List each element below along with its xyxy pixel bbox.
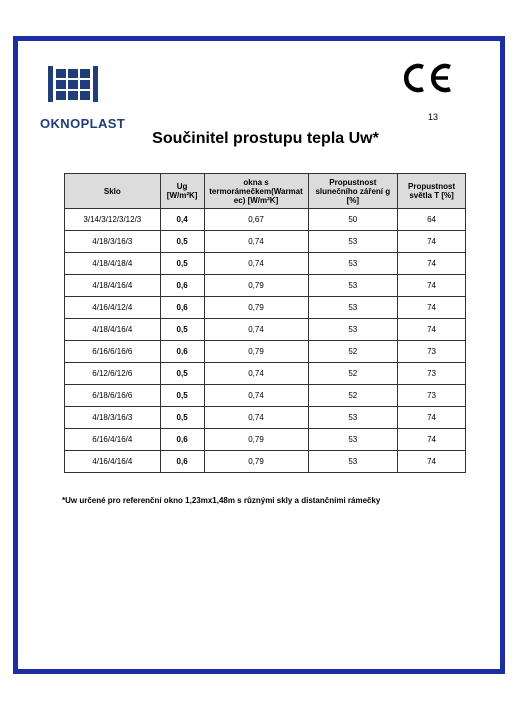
cell-t: 73 bbox=[398, 363, 466, 385]
table-row bbox=[65, 429, 466, 451]
cell-g: 53 bbox=[308, 275, 398, 297]
cell-sklo: 4/18/3/16/3 bbox=[65, 231, 161, 253]
cell-g: 53 bbox=[308, 429, 398, 451]
cell-ug: 0,5 bbox=[160, 407, 204, 429]
window-grid-logo-icon bbox=[48, 62, 98, 106]
cell-sklo: 6/12/6/12/6 bbox=[65, 363, 161, 385]
cell-sklo: 4/16/4/16/4 bbox=[65, 451, 161, 473]
cell-ug: 0,5 bbox=[160, 231, 204, 253]
cell-sklo: 4/16/4/12/4 bbox=[65, 297, 161, 319]
cell-g: 53 bbox=[308, 407, 398, 429]
cell-sklo: 4/18/3/16/3 bbox=[65, 407, 161, 429]
cell-ug: 0,6 bbox=[160, 341, 204, 363]
table-header-row bbox=[65, 174, 466, 209]
cell-t: 73 bbox=[398, 385, 466, 407]
header-sklo: Sklo bbox=[65, 174, 161, 209]
cell-t: 74 bbox=[398, 451, 466, 473]
cell-t: 74 bbox=[398, 319, 466, 341]
table-row bbox=[65, 319, 466, 341]
cell-t: 64 bbox=[398, 209, 466, 231]
cell-uw: 0,74 bbox=[204, 407, 308, 429]
cell-t: 74 bbox=[398, 407, 466, 429]
header-ug: Ug [W/m²K] bbox=[160, 174, 204, 209]
cell-uw: 0,79 bbox=[204, 341, 308, 363]
cell-uw: 0,74 bbox=[204, 231, 308, 253]
footnote: *Uw určené pro referenční okno 1,23mx1,48m s různými skly a distančními rámečky bbox=[62, 496, 381, 505]
table-row bbox=[65, 209, 466, 231]
thermal-transmittance-table bbox=[64, 173, 466, 473]
table-row bbox=[65, 407, 466, 429]
cell-uw: 0,79 bbox=[204, 451, 308, 473]
cell-g: 52 bbox=[308, 341, 398, 363]
cell-g: 52 bbox=[308, 363, 398, 385]
header-light-transmittance: Propustnost světla T [%] bbox=[398, 174, 466, 209]
page-number: 13 bbox=[428, 112, 439, 122]
cell-ug: 0,6 bbox=[160, 275, 204, 297]
cell-g: 53 bbox=[308, 231, 398, 253]
table-row bbox=[65, 385, 466, 407]
table-row bbox=[65, 231, 466, 253]
cell-sklo: 6/16/4/16/4 bbox=[65, 429, 161, 451]
cell-sklo: 6/18/6/16/6 bbox=[65, 385, 161, 407]
cell-t: 73 bbox=[398, 341, 466, 363]
table-row bbox=[65, 297, 466, 319]
brand-name: OKNOPLAST bbox=[40, 116, 126, 131]
cell-t: 74 bbox=[398, 231, 466, 253]
table-row bbox=[65, 253, 466, 275]
cell-uw: 0,74 bbox=[204, 253, 308, 275]
cell-t: 74 bbox=[398, 253, 466, 275]
cell-uw: 0,79 bbox=[204, 275, 308, 297]
table-row bbox=[65, 451, 466, 473]
cell-sklo: 6/16/6/16/6 bbox=[65, 341, 161, 363]
cell-ug: 0,6 bbox=[160, 451, 204, 473]
cell-uw: 0,79 bbox=[204, 429, 308, 451]
cell-ug: 0,5 bbox=[160, 385, 204, 407]
table-row bbox=[65, 275, 466, 297]
cell-uw: 0,74 bbox=[204, 385, 308, 407]
cell-t: 74 bbox=[398, 429, 466, 451]
cell-ug: 0,6 bbox=[160, 429, 204, 451]
cell-sklo: 4/18/4/16/4 bbox=[65, 319, 161, 341]
cell-g: 53 bbox=[308, 319, 398, 341]
cell-uw: 0,67 bbox=[204, 209, 308, 231]
cell-g: 52 bbox=[308, 385, 398, 407]
cell-sklo: 3/14/3/12/3/12/3 bbox=[65, 209, 161, 231]
cell-t: 74 bbox=[398, 275, 466, 297]
cell-g: 53 bbox=[308, 451, 398, 473]
table-row bbox=[65, 363, 466, 385]
cell-sklo: 4/18/4/18/4 bbox=[65, 253, 161, 275]
cell-g: 50 bbox=[308, 209, 398, 231]
cell-uw: 0,74 bbox=[204, 363, 308, 385]
cell-sklo: 4/18/4/16/4 bbox=[65, 275, 161, 297]
cell-ug: 0,5 bbox=[160, 253, 204, 275]
cell-g: 53 bbox=[308, 297, 398, 319]
cell-t: 74 bbox=[398, 297, 466, 319]
header-uw: okna s termorámečkem(Warmat ec) [W/m²K] bbox=[204, 174, 308, 209]
cell-ug: 0,5 bbox=[160, 363, 204, 385]
cell-ug: 0,5 bbox=[160, 319, 204, 341]
cell-uw: 0,79 bbox=[204, 297, 308, 319]
table-row bbox=[65, 341, 466, 363]
header-solar-transmittance: Propustnost slunečního záření g [%] bbox=[308, 174, 398, 209]
cell-uw: 0,74 bbox=[204, 319, 308, 341]
cell-ug: 0,4 bbox=[160, 209, 204, 231]
cell-ug: 0,6 bbox=[160, 297, 204, 319]
page-title: Součinitel prostupu tepla Uw* bbox=[152, 130, 379, 147]
ce-mark-icon bbox=[400, 62, 454, 94]
cell-g: 53 bbox=[308, 253, 398, 275]
